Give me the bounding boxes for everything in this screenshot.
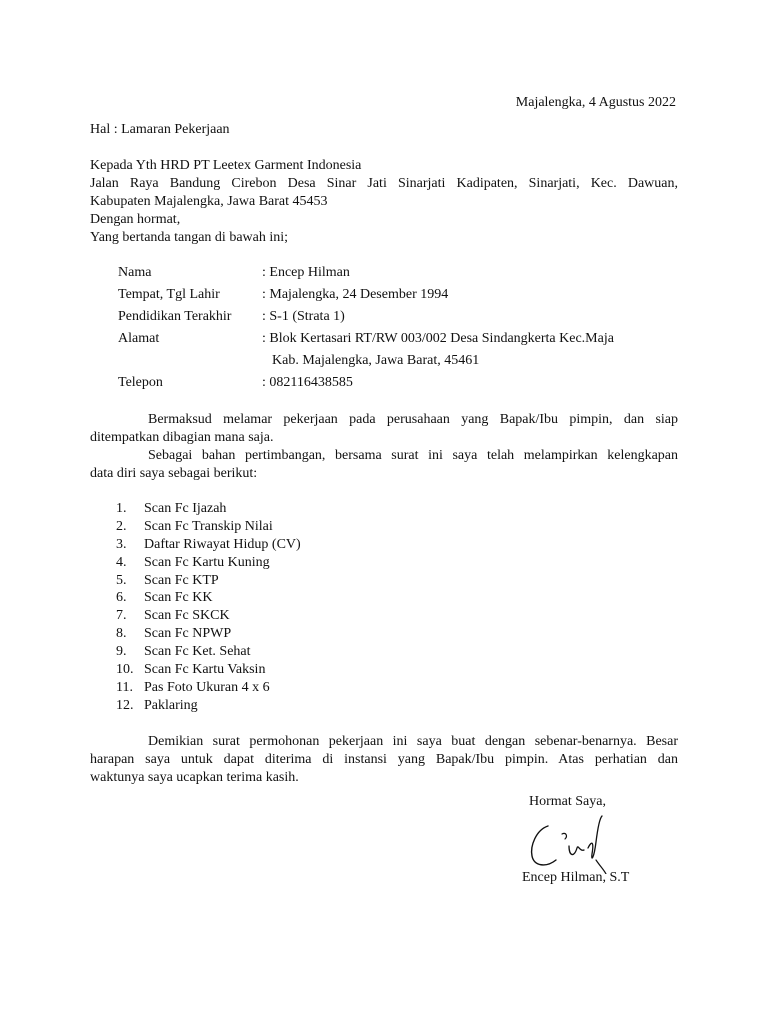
list-number: 5. bbox=[116, 572, 127, 588]
list-number: 3. bbox=[116, 536, 127, 552]
body-paragraph-line: Bermaksud melamar pekerjaan pada perusahaan yang Bapak/Ibu pimpin, dan siap bbox=[148, 412, 678, 427]
identity-value: : Encep Hilman bbox=[262, 265, 350, 280]
letter-date: Majalengka, 4 Agustus 2022 bbox=[515, 95, 676, 110]
identity-label: Tempat, Tgl Lahir bbox=[118, 287, 220, 302]
list-text: Scan Fc KTP bbox=[144, 572, 219, 588]
list-number: 12. bbox=[116, 697, 134, 713]
list-number: 6. bbox=[116, 590, 127, 606]
list-number: 4. bbox=[116, 554, 127, 570]
sign-off: Hormat Saya, bbox=[529, 794, 606, 809]
identity-value: : S-1 (Strata 1) bbox=[262, 309, 345, 324]
list-text: Daftar Riwayat Hidup (CV) bbox=[144, 536, 301, 552]
identity-value: : Blok Kertasari RT/RW 003/002 Desa Sindangkerta Kec.Maja bbox=[262, 331, 614, 346]
list-text: Scan Fc Kartu Vaksin bbox=[144, 662, 266, 678]
closing-paragraph bbox=[90, 733, 678, 787]
list-number: 9. bbox=[116, 644, 127, 660]
signer-name: Encep Hilman, S.T bbox=[522, 870, 630, 885]
closing-line: harapan saya untuk dapat diterima di instansi yang Bapak/Ibu pimpin. Atas perhatian dan bbox=[90, 752, 678, 767]
list-number: 7. bbox=[116, 608, 127, 624]
letter-subject: Hal : Lamaran Pekerjaan bbox=[90, 122, 230, 137]
body-paragraph-2 bbox=[90, 447, 678, 483]
identity-label: Telepon bbox=[118, 375, 163, 390]
list-number: 2. bbox=[116, 518, 127, 534]
list-text: Scan Fc Ijazah bbox=[144, 501, 227, 516]
recipient-address-line1: Jalan Raya Bandung Cirebon Desa Sinar Jati Sinarjati Kadipaten, Sinarjati, Kec. Dawuan, bbox=[90, 176, 678, 191]
identity-label: Pendidikan Terakhir bbox=[118, 309, 232, 324]
body-paragraph-line: data diri saya sebagai berikut: bbox=[90, 466, 258, 481]
body-paragraph-1 bbox=[90, 411, 678, 447]
closing-line: Demikian surat permohonan pekerjaan ini saya buat dengan sebenar-benarnya. Besar bbox=[148, 734, 678, 749]
list-number: 11. bbox=[116, 679, 133, 695]
list-text: Paklaring bbox=[144, 697, 198, 713]
list-text: Scan Fc KK bbox=[144, 590, 213, 606]
body-paragraph-line: Sebagai bahan pertimbangan, bersama surat ini saya telah melampirkan kelengkapan bbox=[148, 448, 678, 463]
signature-image bbox=[522, 812, 622, 874]
greeting: Dengan hormat, bbox=[90, 212, 181, 227]
intro-text: Yang bertanda tangan di bawah ini; bbox=[90, 230, 289, 245]
list-text: Scan Fc Kartu Kuning bbox=[144, 554, 270, 570]
body-paragraph-line: ditempatkan dibagian mana saja. bbox=[90, 430, 274, 445]
list-text: Scan Fc NPWP bbox=[144, 626, 232, 642]
closing-line: waktunya saya ucapkan terima kasih. bbox=[90, 770, 299, 785]
recipient-block bbox=[90, 157, 678, 247]
list-number: 10. bbox=[116, 662, 134, 678]
identity-label: Alamat bbox=[118, 331, 160, 346]
list-text: Scan Fc SKCK bbox=[144, 608, 230, 624]
recipient-address-line2: Kabupaten Majalengka, Jawa Barat 45453 bbox=[90, 194, 328, 209]
list-text: Pas Foto Ukuran 4 x 6 bbox=[144, 679, 270, 695]
list-number: 8. bbox=[116, 626, 127, 642]
list-text: Scan Fc Ket. Sehat bbox=[144, 644, 251, 660]
identity-value: : Majalengka, 24 Desember 1994 bbox=[262, 287, 449, 302]
list-number: 1. bbox=[116, 501, 127, 516]
list-text: Scan Fc Transkip Nilai bbox=[144, 518, 273, 534]
recipient-to: Kepada Yth HRD PT Leetex Garment Indonesia bbox=[90, 158, 362, 173]
identity-value: : 082116438585 bbox=[262, 375, 353, 390]
identity-value-continued: Kab. Majalengka, Jawa Barat, 45461 bbox=[272, 353, 480, 368]
identity-label: Nama bbox=[118, 265, 152, 280]
